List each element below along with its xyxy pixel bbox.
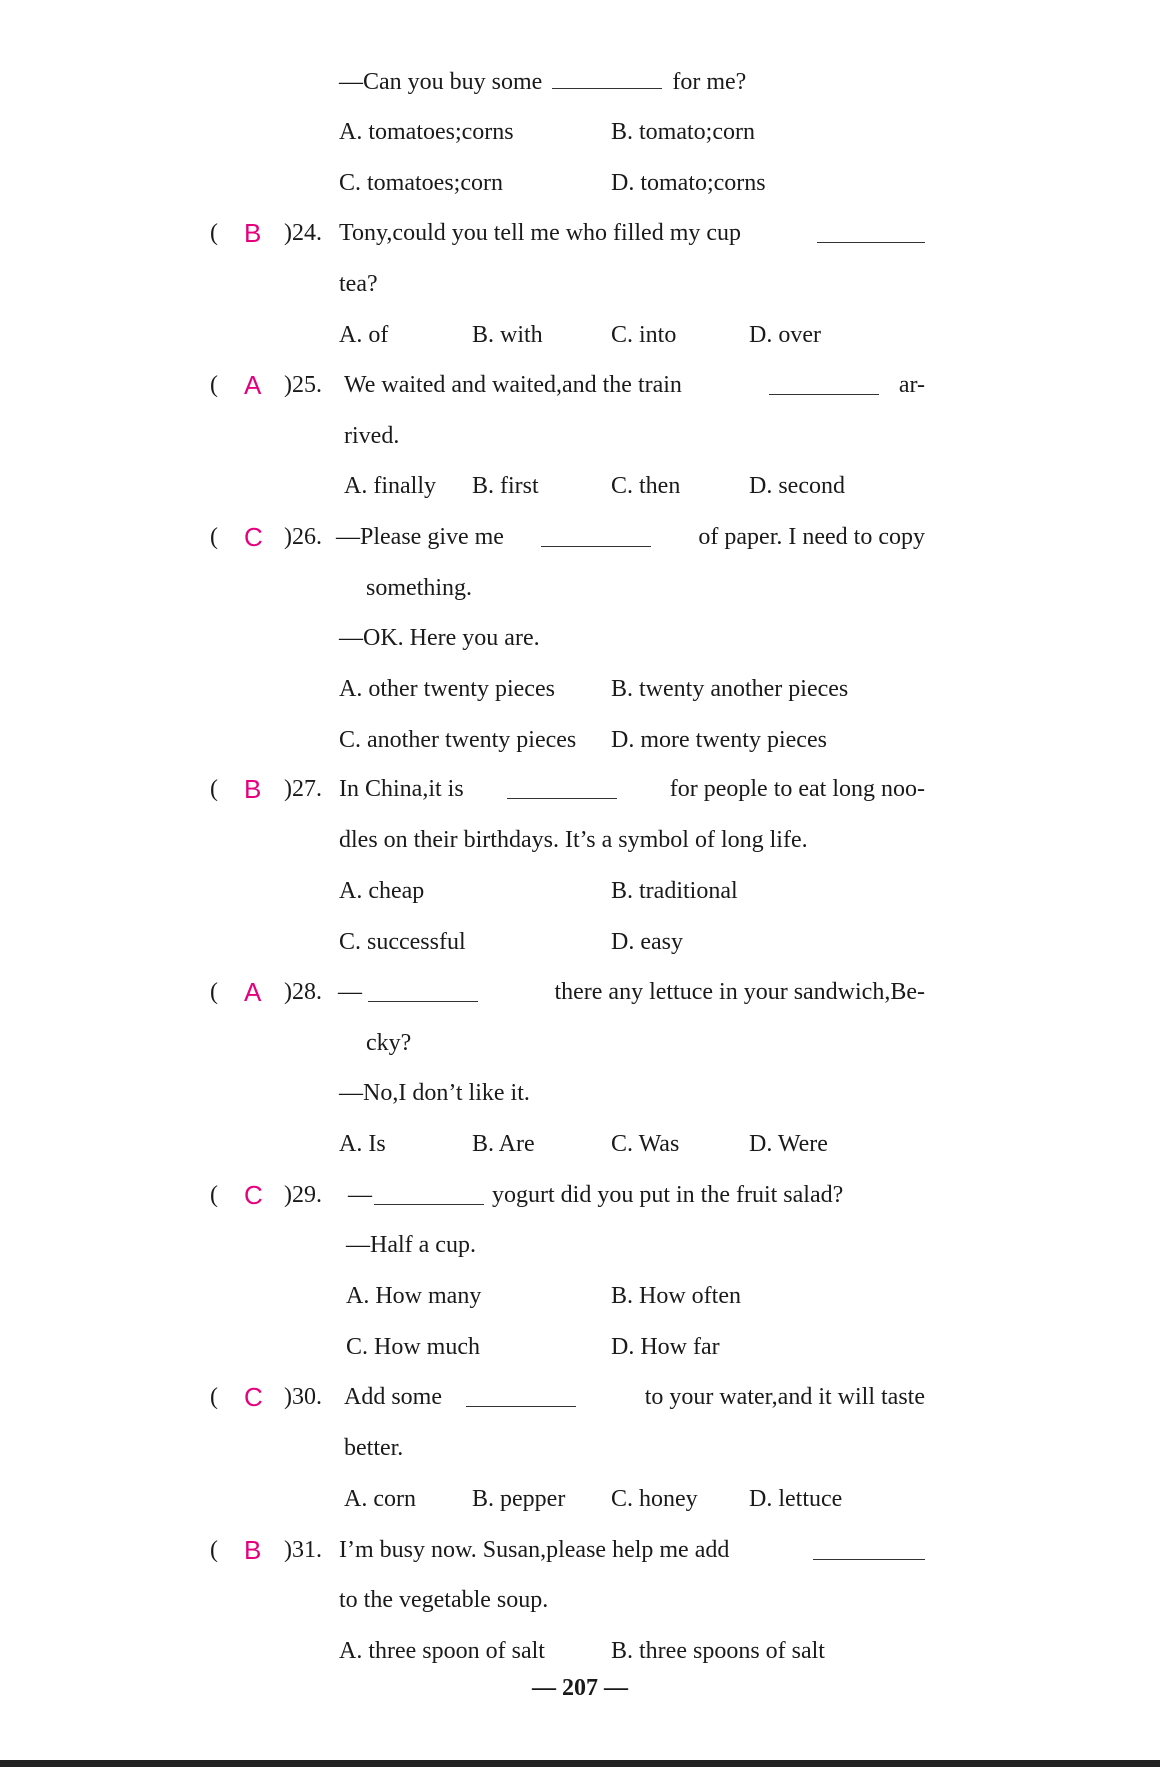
paren-open: (	[210, 524, 218, 550]
dialog-reply: —OK. Here you are.	[339, 625, 540, 651]
question-number: )30.	[284, 1384, 322, 1410]
question-stem: I’m busy now. Susan,please help me add	[339, 1535, 925, 1565]
option-a: A. Is	[339, 1131, 386, 1157]
option-c: C. honey	[611, 1486, 698, 1512]
bottom-edge-bar	[0, 1760, 1160, 1767]
option-b: B. with	[472, 322, 543, 348]
option-c: C. into	[611, 322, 677, 348]
question-stem: — there any lettuce in your sandwich,Be-	[338, 979, 925, 1005]
option-a: A. three spoon of salt	[339, 1638, 545, 1664]
answer-mark: C	[244, 1382, 263, 1412]
option-d: D. How far	[611, 1334, 720, 1360]
paren-open: (	[210, 1384, 218, 1410]
dialog-reply: —Half a cup.	[346, 1232, 476, 1258]
option-d: D. over	[749, 322, 821, 348]
option-b: B. first	[472, 473, 539, 499]
option-b: B. tomato;corn	[611, 119, 755, 145]
option-c: C. then	[611, 473, 681, 499]
answer-mark: B	[244, 218, 262, 248]
answer-mark: A	[244, 370, 262, 400]
question-number: )29.	[284, 1182, 322, 1208]
option-a: A. How many	[346, 1283, 482, 1309]
page-number: — 207 —	[532, 1675, 628, 1701]
q23-dialog: —Can you buy some for me?	[339, 69, 747, 95]
option-c: C. tomatoes;corn	[339, 170, 503, 196]
option-a: A. finally	[344, 473, 436, 499]
option-a: A. corn	[344, 1486, 416, 1512]
answer-blank	[552, 68, 662, 89]
question-stem-cont: to the vegetable soup.	[339, 1587, 549, 1613]
option-d: D. lettuce	[749, 1486, 843, 1512]
question-stem-cont: something.	[366, 575, 472, 601]
option-d: D. easy	[611, 929, 683, 955]
option-a: A. tomatoes;corns	[339, 119, 514, 145]
question-stem-cont: dles on their birthdays. It’s a symbol of long life.	[339, 827, 808, 853]
option-c: C. another twenty pieces	[339, 727, 577, 753]
dialog-reply: —No,I don’t like it.	[339, 1080, 530, 1106]
question-stem: — yogurt did you put in the fruit salad?	[348, 1182, 844, 1208]
option-c: C. successful	[339, 929, 466, 955]
question-stem: —Please give me of paper. I need to copy	[336, 524, 925, 550]
answer-blank	[817, 222, 925, 243]
option-b: B. three spoons of salt	[611, 1638, 825, 1664]
option-b: B. How often	[611, 1283, 741, 1309]
option-b: B. Are	[472, 1131, 535, 1157]
option-c: C. How much	[346, 1334, 480, 1360]
answer-blank	[507, 778, 617, 799]
paren-open: (	[210, 1537, 218, 1563]
option-d: D. more twenty pieces	[611, 727, 827, 753]
question-stem: In China,it is for people to eat long noo-	[339, 776, 925, 802]
question-stem-cont: cky?	[366, 1030, 412, 1056]
paren-open: (	[210, 979, 218, 1005]
paren-open: (	[210, 1182, 218, 1208]
question-stem: Add some to your water,and it will taste	[344, 1384, 925, 1410]
question-number: )26.	[284, 524, 322, 550]
question-stem-cont: better.	[344, 1435, 404, 1461]
answer-blank	[368, 981, 478, 1002]
option-d: D. Were	[749, 1131, 828, 1157]
paren-open: (	[210, 776, 218, 802]
question-number: )24.	[284, 220, 322, 246]
question-stem: We waited and waited,and the train ar-	[344, 372, 925, 398]
question-stem-cont: rived.	[344, 423, 400, 449]
option-c: C. Was	[611, 1131, 680, 1157]
question-number: )25.	[284, 372, 322, 398]
answer-mark: B	[244, 774, 262, 804]
answer-blank	[769, 374, 879, 395]
option-b: B. twenty another pieces	[611, 676, 849, 702]
question-number: )31.	[284, 1537, 322, 1563]
question-number: )27.	[284, 776, 322, 802]
question-stem-cont: tea?	[339, 271, 378, 297]
answer-blank	[466, 1386, 576, 1407]
option-a: A. of	[339, 322, 389, 348]
answer-blank	[374, 1184, 484, 1205]
option-b: B. pepper	[472, 1486, 566, 1512]
answer-blank	[541, 526, 651, 547]
paren-open: (	[210, 372, 218, 398]
answer-mark: C	[244, 1180, 263, 1210]
option-d: D. second	[749, 473, 845, 499]
option-a: A. cheap	[339, 878, 425, 904]
option-d: D. tomato;corns	[611, 170, 766, 196]
answer-mark: A	[244, 977, 262, 1007]
question-stem: Tony,could you tell me who filled my cup	[339, 218, 925, 248]
option-a: A. other twenty pieces	[339, 676, 555, 702]
answer-mark: B	[244, 1535, 262, 1565]
question-number: )28.	[284, 979, 322, 1005]
paren-open: (	[210, 220, 218, 246]
option-b: B. traditional	[611, 878, 738, 904]
answer-mark: C	[244, 522, 263, 552]
answer-blank	[813, 1539, 925, 1560]
